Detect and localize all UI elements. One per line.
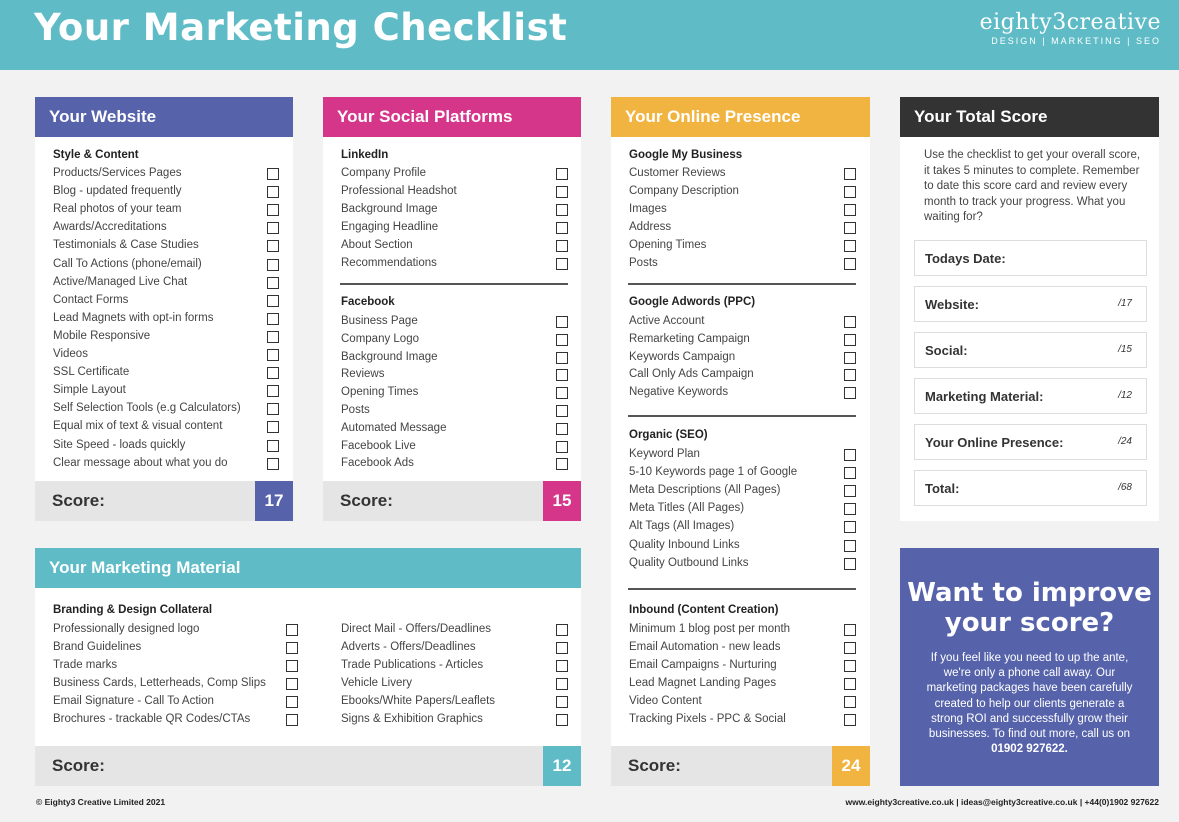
total-card bbox=[900, 97, 1159, 521]
inbound-item-label: Email Campaigns - Nurturing bbox=[629, 659, 777, 671]
website-item-label: Active/Managed Live Chat bbox=[53, 275, 188, 288]
website-item-checkbox[interactable] bbox=[267, 458, 279, 470]
inbound-item-label: Lead Magnet Landing Pages bbox=[629, 677, 777, 689]
facebook-item-label: Reviews bbox=[341, 368, 385, 381]
website-item-label: Clear message about what you do bbox=[53, 456, 228, 469]
social-score-bar bbox=[323, 481, 581, 521]
website-item-label: Blog - updated frequently bbox=[53, 185, 182, 198]
seo-section-title: Organic (SEO) bbox=[629, 429, 708, 441]
website-item-label: Equal mix of text & visual content bbox=[53, 420, 223, 433]
ppc-item-label: Call Only Ads Campaign bbox=[629, 368, 754, 381]
facebook-section-title: Facebook bbox=[341, 296, 395, 308]
total-card-header bbox=[900, 97, 1159, 137]
material-item-label: Brand Guidelines bbox=[53, 641, 142, 653]
material-item-label: Signs & Exhibition Graphics bbox=[341, 713, 483, 725]
inbound-item-label: Email Automation - new leads bbox=[629, 641, 781, 653]
gmb-item-label: Address bbox=[629, 221, 672, 233]
linkedin-item-label: Engaging Headline bbox=[341, 221, 439, 233]
promo-phone[interactable]: 01902 927622. bbox=[991, 743, 1068, 756]
website-card-header bbox=[35, 97, 293, 137]
website-item-label: Contact Forms bbox=[53, 293, 129, 306]
seo-item-label: Quality Inbound Links bbox=[629, 538, 740, 551]
material-card bbox=[35, 548, 581, 786]
facebook-item-label: Facebook Live bbox=[341, 439, 416, 452]
total-field-max: /68 bbox=[1118, 482, 1132, 493]
material-item-checkbox[interactable] bbox=[556, 624, 568, 636]
material-item-checkbox[interactable] bbox=[556, 660, 568, 672]
social-card bbox=[323, 97, 581, 521]
ppc-item-checkbox[interactable] bbox=[844, 369, 856, 381]
section-title: Branding & Design Collateral bbox=[53, 604, 213, 616]
score-label: Score: bbox=[628, 756, 681, 775]
brand-tagline: DESIGN | MARKETING | SEO bbox=[991, 36, 1161, 46]
inbound-item-checkbox[interactable] bbox=[844, 714, 856, 726]
seo-item-label: Meta Descriptions (All Pages) bbox=[629, 484, 781, 497]
website-item-checkbox[interactable] bbox=[267, 385, 279, 397]
ppc-item-label: Active Account bbox=[629, 315, 705, 327]
section-divider bbox=[340, 283, 568, 285]
material-item-label: Professionally designed logo bbox=[53, 623, 200, 635]
material-score-value: 12 bbox=[543, 746, 581, 786]
ppc-item-label: Remarketing Campaign bbox=[629, 332, 750, 345]
score-label: Score: bbox=[52, 756, 105, 775]
footer-contact: www.eighty3creative.co.uk | ideas@eighty3creative.co.uk | +44(0)1902 927622 bbox=[845, 797, 1159, 807]
total-intro-text: Use the checklist to get your overall score, it takes 5 minutes to complete. Remember to date this score card and review every month to track your progress. What you waiting for? bbox=[924, 149, 1141, 223]
website-item-label: Site Speed - loads quickly bbox=[53, 438, 186, 451]
gmb-item-checkbox[interactable] bbox=[844, 204, 856, 216]
website-item-checkbox[interactable] bbox=[267, 331, 279, 343]
website-item-checkbox[interactable] bbox=[267, 440, 279, 452]
gmb-item-label: Customer Reviews bbox=[629, 167, 726, 179]
linkedin-item-label: Professional Headshot bbox=[341, 185, 457, 197]
linkedin-item-checkbox[interactable] bbox=[556, 222, 568, 234]
footer-copyright: © Eighty3 Creative Limited 2021 bbox=[36, 797, 166, 807]
website-item-label: Real photos of your team bbox=[53, 203, 182, 216]
total-field-label: Social: bbox=[925, 343, 968, 358]
promo-panel bbox=[900, 548, 1159, 786]
inbound-item-checkbox[interactable] bbox=[844, 642, 856, 654]
ppc-item-label: Keywords Campaign bbox=[629, 350, 736, 363]
website-item-label: Simple Layout bbox=[53, 384, 126, 397]
facebook-item-label: Opening Times bbox=[341, 386, 419, 399]
gmb-item-label: Images bbox=[629, 203, 667, 215]
website-item-checkbox[interactable] bbox=[267, 403, 279, 415]
online-card bbox=[611, 97, 870, 786]
website-item-label: Testimonials & Case Studies bbox=[53, 239, 199, 252]
social-card-header bbox=[323, 97, 581, 137]
total-field-label: Total: bbox=[925, 481, 960, 496]
inbound-item-label: Video Content bbox=[629, 695, 702, 707]
material-item-checkbox[interactable] bbox=[556, 714, 568, 726]
seo-item-checkbox[interactable] bbox=[844, 449, 856, 461]
material-item-label: Business Cards, Letterheads, Comp Slips bbox=[53, 677, 266, 689]
brand-name: eighty3creative bbox=[979, 10, 1161, 35]
website-item-label: Self Selection Tools (e.g Calculators) bbox=[53, 402, 241, 415]
material-score-bar bbox=[35, 746, 581, 786]
gmb-section-title: Google My Business bbox=[629, 149, 743, 161]
inbound-item-label: Minimum 1 blog post per month bbox=[629, 623, 791, 635]
total-field[interactable] bbox=[914, 424, 1147, 460]
online-score-bar bbox=[611, 746, 870, 786]
facebook-item-checkbox[interactable] bbox=[556, 387, 568, 399]
linkedin-item-label: About Section bbox=[341, 239, 413, 251]
gmb-item-checkbox[interactable] bbox=[844, 240, 856, 252]
website-item-checkbox[interactable] bbox=[267, 349, 279, 361]
facebook-item-checkbox[interactable] bbox=[556, 334, 568, 346]
seo-item-checkbox[interactable] bbox=[844, 521, 856, 533]
seo-item-checkbox[interactable] bbox=[844, 485, 856, 497]
promo-body: If you feel like you need to up the ante, we're only a phone call away. Our marketing packages have been carefully created to help our clients generate a strong ROI and successfully grow their businesses. To find out more, call us on bbox=[926, 652, 1133, 741]
total-field-max: /12 bbox=[1118, 390, 1132, 401]
promo-title: Want to improve your score? bbox=[907, 578, 1152, 638]
total-field[interactable] bbox=[914, 240, 1147, 276]
website-score-bar bbox=[35, 481, 293, 521]
seo-item-label: Keyword Plan bbox=[629, 448, 700, 460]
material-item-checkbox[interactable] bbox=[556, 642, 568, 654]
total-field[interactable] bbox=[914, 332, 1147, 368]
material-item-label: Email Signature - Call To Action bbox=[53, 695, 214, 707]
linkedin-item-checkbox[interactable] bbox=[556, 240, 568, 252]
page-title: Your Marketing Checklist bbox=[34, 6, 568, 49]
website-item-checkbox[interactable] bbox=[267, 421, 279, 433]
material-item-label: Trade marks bbox=[53, 659, 118, 671]
section-divider bbox=[628, 283, 856, 285]
total-field-max: /24 bbox=[1118, 436, 1132, 447]
material-item-checkbox[interactable] bbox=[286, 624, 298, 636]
facebook-item-label: Background Image bbox=[341, 350, 438, 363]
gmb-item-checkbox[interactable] bbox=[844, 186, 856, 198]
ppc-item-label: Negative Keywords bbox=[629, 386, 729, 399]
gmb-item-label: Opening Times bbox=[629, 239, 707, 251]
facebook-item-checkbox[interactable] bbox=[556, 352, 568, 364]
score-label: Score: bbox=[52, 491, 105, 510]
seo-item-checkbox[interactable] bbox=[844, 467, 856, 479]
facebook-item-label: Posts bbox=[341, 404, 370, 416]
website-item-label: Products/Services Pages bbox=[53, 167, 182, 179]
brand-logo bbox=[980, 10, 1161, 46]
linkedin-item-checkbox[interactable] bbox=[556, 168, 568, 180]
seo-item-label: 5-10 Keywords page 1 of Google bbox=[629, 466, 798, 479]
material-item-checkbox[interactable] bbox=[286, 714, 298, 726]
total-field[interactable] bbox=[914, 286, 1147, 322]
website-score-value: 17 bbox=[255, 481, 293, 521]
material-item-checkbox[interactable] bbox=[556, 696, 568, 708]
website-item-checkbox[interactable] bbox=[267, 222, 279, 234]
seo-item-label: Alt Tags (All Images) bbox=[629, 520, 735, 533]
material-item-checkbox[interactable] bbox=[286, 696, 298, 708]
gmb-item-checkbox[interactable] bbox=[844, 222, 856, 234]
website-item-checkbox[interactable] bbox=[267, 204, 279, 216]
website-item-label: Awards/Accreditations bbox=[53, 221, 167, 234]
total-field[interactable] bbox=[914, 378, 1147, 414]
linkedin-item-label: Company Profile bbox=[341, 167, 427, 179]
ppc-section-title: Google Adwords (PPC) bbox=[629, 296, 756, 308]
linkedin-item-label: Background Image bbox=[341, 203, 438, 215]
facebook-item-checkbox[interactable] bbox=[556, 458, 568, 470]
facebook-item-label: Company Logo bbox=[341, 332, 419, 345]
website-item-checkbox[interactable] bbox=[267, 240, 279, 252]
total-card-title: Your Total Score bbox=[914, 107, 1048, 126]
online-score-value: 24 bbox=[832, 746, 870, 786]
material-item-label: Direct Mail - Offers/Deadlines bbox=[341, 623, 491, 635]
gmb-item-checkbox[interactable] bbox=[844, 258, 856, 270]
website-item-checkbox[interactable] bbox=[267, 259, 279, 271]
facebook-item-checkbox[interactable] bbox=[556, 316, 568, 328]
website-item-label: Videos bbox=[53, 348, 88, 360]
seo-item-checkbox[interactable] bbox=[844, 503, 856, 515]
facebook-item-label: Automated Message bbox=[341, 421, 447, 434]
website-item-label: Lead Magnets with opt-in forms bbox=[53, 311, 214, 324]
ppc-item-checkbox[interactable] bbox=[844, 334, 856, 346]
score-label: Score: bbox=[340, 491, 393, 510]
seo-item-label: Quality Outbound Links bbox=[629, 556, 749, 569]
total-field-max: /15 bbox=[1118, 344, 1132, 355]
gmb-item-label: Posts bbox=[629, 257, 658, 269]
social-score-value: 15 bbox=[543, 481, 581, 521]
website-item-checkbox[interactable] bbox=[267, 168, 279, 180]
material-item-label: Trade Publications - Articles bbox=[341, 659, 484, 671]
online-card-header bbox=[611, 97, 870, 137]
facebook-item-label: Facebook Ads bbox=[341, 457, 414, 470]
material-item-checkbox[interactable] bbox=[286, 678, 298, 690]
website-item-label: Mobile Responsive bbox=[53, 329, 151, 342]
inbound-item-checkbox[interactable] bbox=[844, 660, 856, 672]
material-item-checkbox[interactable] bbox=[286, 642, 298, 654]
website-item-checkbox[interactable] bbox=[267, 367, 279, 379]
online-card-title: Your Online Presence bbox=[625, 107, 801, 126]
section-divider bbox=[628, 415, 856, 417]
total-field-label: Website: bbox=[925, 297, 979, 312]
total-field-label: Your Online Presence: bbox=[925, 435, 1064, 450]
section-title: Style & Content bbox=[53, 149, 139, 161]
total-field-label: Marketing Material: bbox=[925, 389, 1044, 404]
facebook-item-checkbox[interactable] bbox=[556, 369, 568, 381]
section-divider bbox=[628, 588, 856, 590]
website-item-checkbox[interactable] bbox=[267, 186, 279, 198]
inbound-item-checkbox[interactable] bbox=[844, 696, 856, 708]
ppc-item-checkbox[interactable] bbox=[844, 387, 856, 399]
ppc-item-checkbox[interactable] bbox=[844, 316, 856, 328]
total-field[interactable] bbox=[914, 470, 1147, 506]
material-item-checkbox[interactable] bbox=[556, 678, 568, 690]
linkedin-item-checkbox[interactable] bbox=[556, 186, 568, 198]
material-item-label: Adverts - Offers/Deadlines bbox=[341, 641, 476, 653]
header-banner bbox=[0, 0, 1179, 70]
website-item-label: SSL Certificate bbox=[53, 366, 130, 379]
inbound-item-checkbox[interactable] bbox=[844, 624, 856, 636]
total-field-label: Todays Date: bbox=[925, 251, 1006, 266]
website-item-checkbox[interactable] bbox=[267, 277, 279, 289]
gmb-item-label: Company Description bbox=[629, 185, 739, 197]
website-card-title: Your Website bbox=[49, 107, 157, 126]
website-card bbox=[35, 97, 293, 521]
linkedin-item-checkbox[interactable] bbox=[556, 204, 568, 216]
promo-text bbox=[918, 651, 1141, 757]
facebook-item-checkbox[interactable] bbox=[556, 423, 568, 435]
inbound-item-checkbox[interactable] bbox=[844, 678, 856, 690]
seo-item-checkbox[interactable] bbox=[844, 558, 856, 570]
website-item-label: Call To Actions (phone/email) bbox=[53, 257, 202, 270]
linkedin-item-label: Recommendations bbox=[341, 257, 437, 269]
linkedin-section-title: LinkedIn bbox=[341, 149, 389, 161]
ppc-item-checkbox[interactable] bbox=[844, 352, 856, 364]
total-field-max: /17 bbox=[1118, 298, 1132, 309]
material-card-title: Your Marketing Material bbox=[49, 558, 241, 577]
material-item-label: Vehicle Livery bbox=[341, 677, 412, 689]
website-item-checkbox[interactable] bbox=[267, 313, 279, 325]
material-card-header bbox=[35, 548, 581, 588]
material-item-label: Brochures - trackable QR Codes/CTAs bbox=[53, 713, 251, 725]
seo-item-checkbox[interactable] bbox=[844, 540, 856, 552]
inbound-item-label: Tracking Pixels - PPC & Social bbox=[629, 713, 786, 725]
material-item-label: Ebooks/White Papers/Leaflets bbox=[341, 695, 496, 707]
social-card-title: Your Social Platforms bbox=[337, 107, 513, 126]
inbound-section-title: Inbound (Content Creation) bbox=[629, 604, 779, 616]
facebook-item-label: Business Page bbox=[341, 315, 418, 327]
website-item-checkbox[interactable] bbox=[267, 295, 279, 307]
seo-item-label: Meta Titles (All Pages) bbox=[629, 502, 745, 515]
facebook-item-checkbox[interactable] bbox=[556, 405, 568, 417]
gmb-item-checkbox[interactable] bbox=[844, 168, 856, 180]
linkedin-item-checkbox[interactable] bbox=[556, 258, 568, 270]
facebook-item-checkbox[interactable] bbox=[556, 441, 568, 453]
material-item-checkbox[interactable] bbox=[286, 660, 298, 672]
